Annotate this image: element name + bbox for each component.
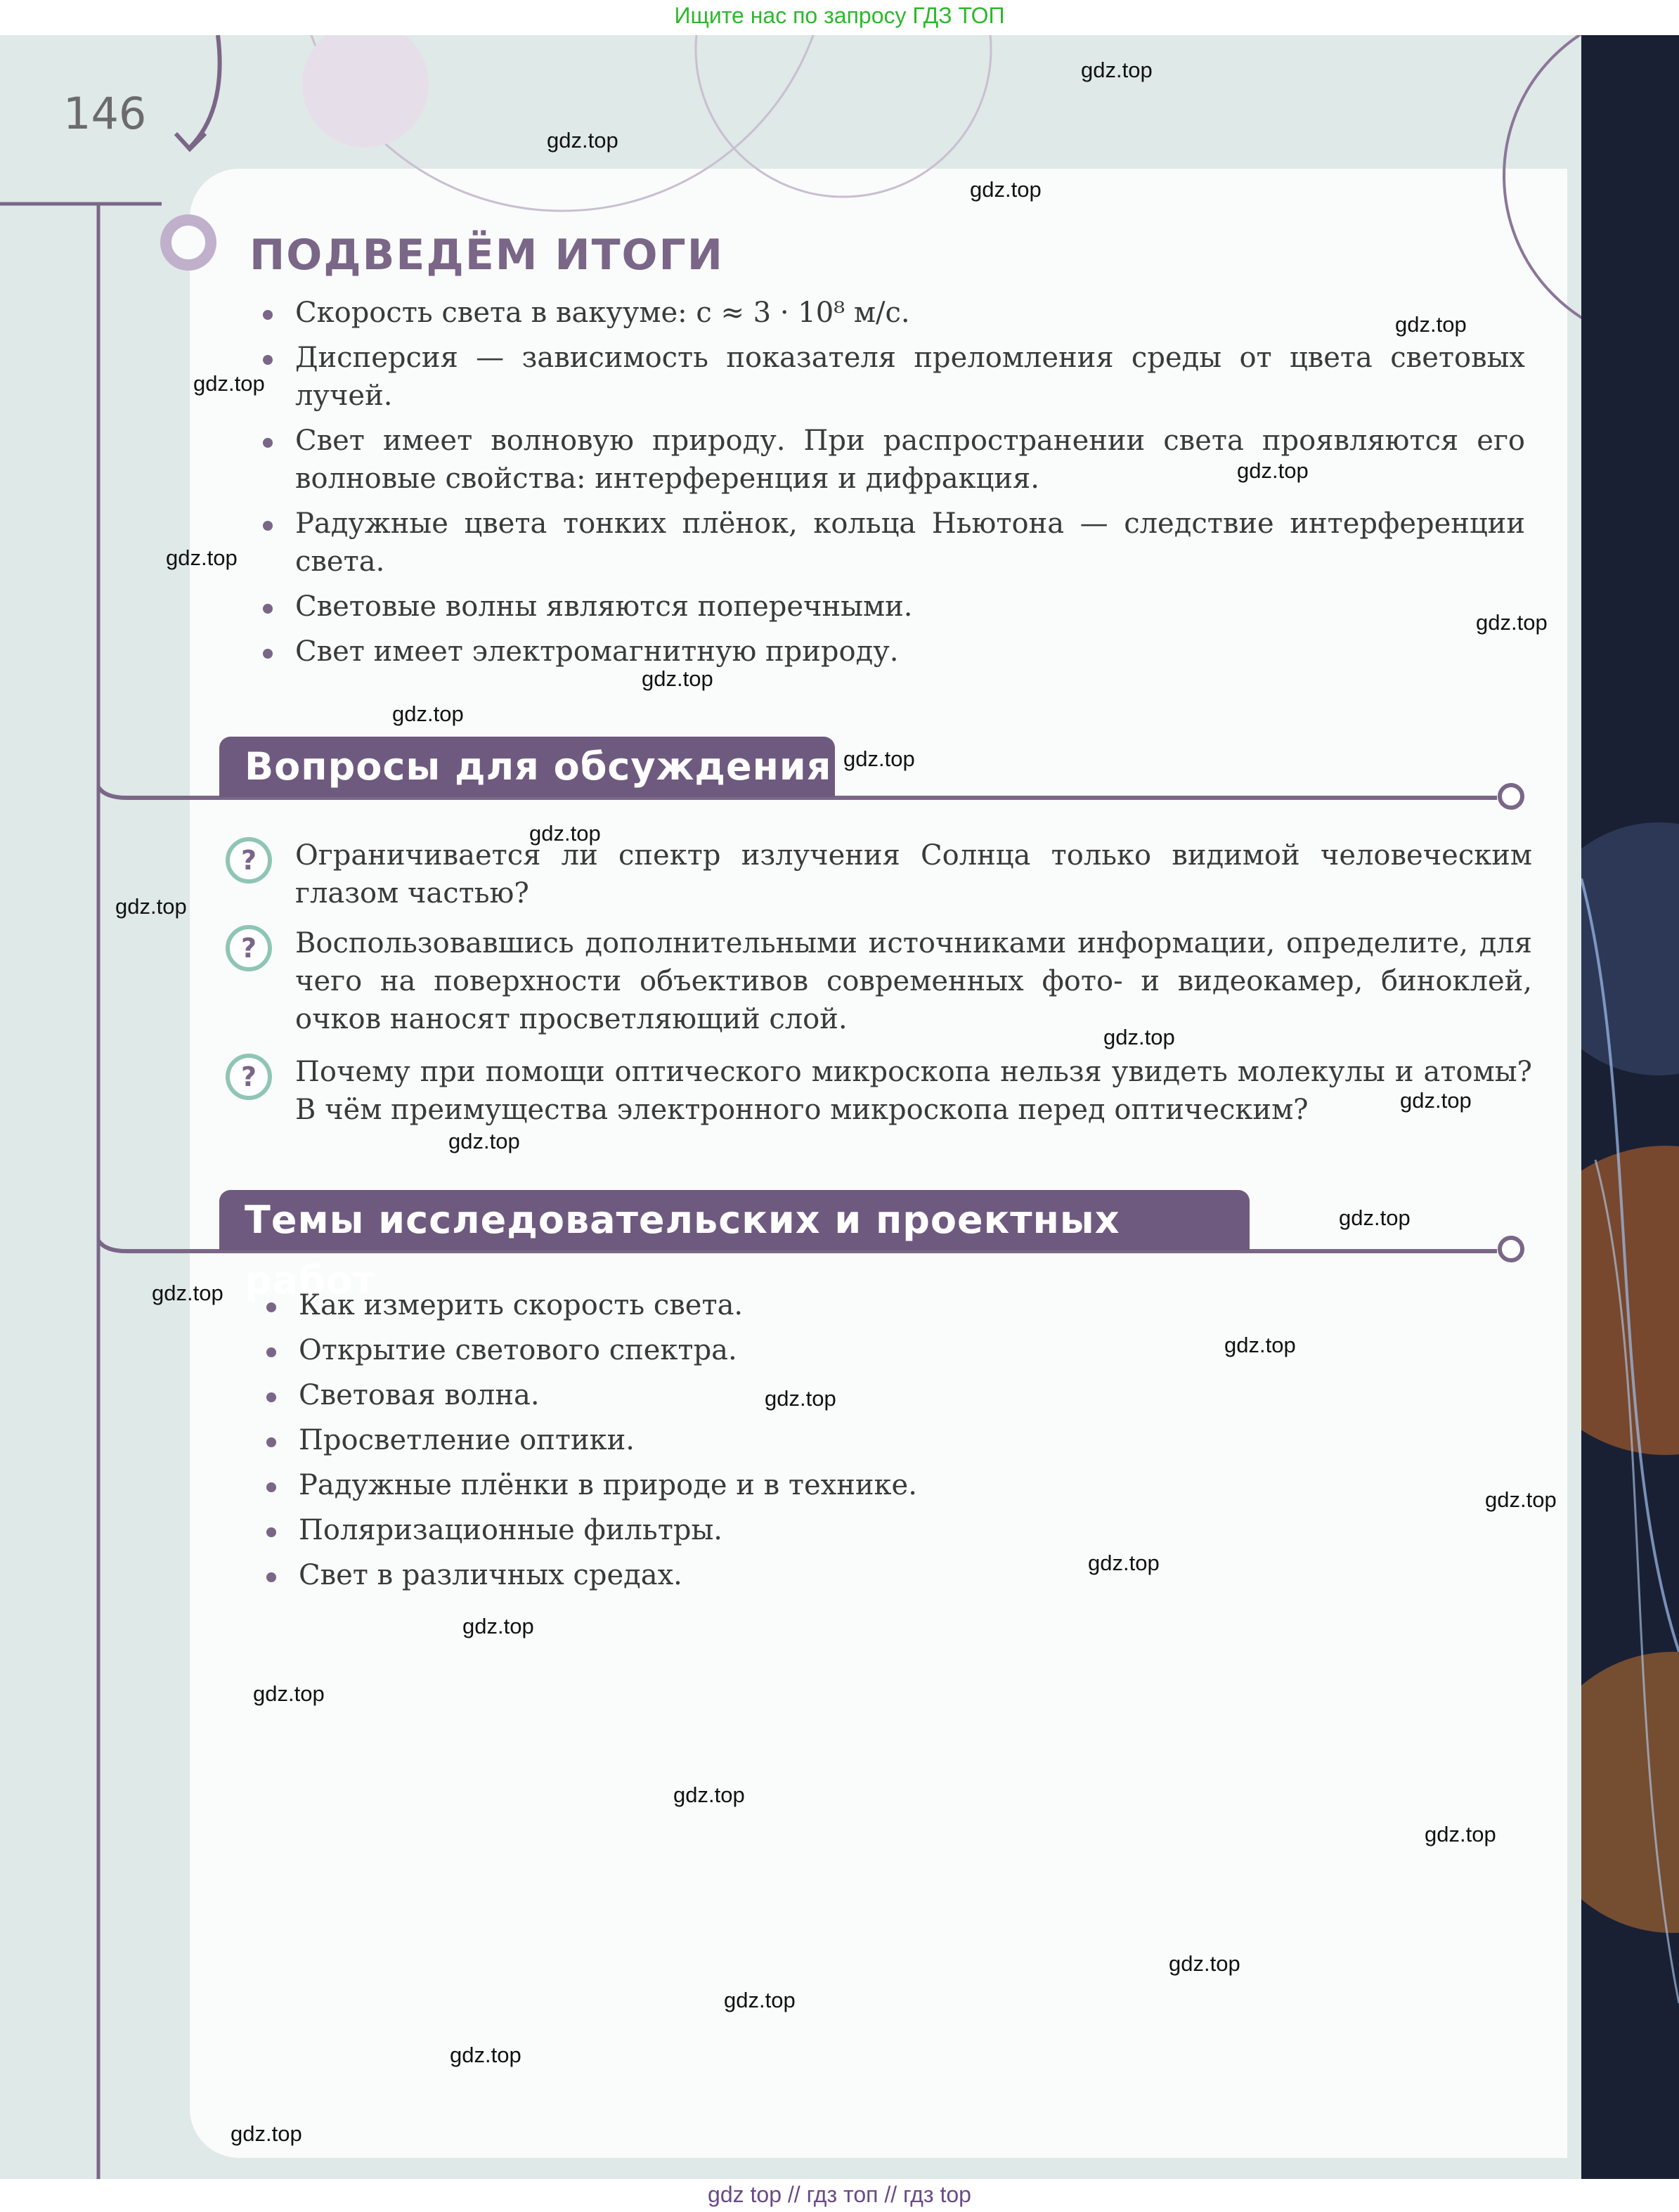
watermark: gdz.top (843, 746, 915, 771)
watermark: gdz.top (529, 821, 601, 846)
cover-photo-edge (1581, 35, 1679, 2179)
bottom-banner[interactable]: gdz top // гдз топ // гдз top (708, 2182, 971, 2207)
list-item: Свет имеет электромагнитную природу. (260, 633, 1525, 671)
projects-list (264, 1286, 1388, 1601)
question-text: Ограничивается ли спектр излучения Солнца только видимой человеческим глазом частью? (295, 839, 1532, 910)
svg-text:?: ? (240, 1061, 257, 1092)
list-item: Поляризационные фильтры. (264, 1511, 1388, 1549)
question-text: Воспользовавшись дополнительными источниками информации, определите, для чего на поверхности объективов современных фото- и видеокамер, биноклей, очков наносят просветляющий слой. (295, 927, 1532, 1035)
projects-title: Темы исследовательских и проектных работ (219, 1190, 1250, 1250)
watermark: gdz.top (765, 1386, 836, 1411)
question-item (225, 836, 1532, 912)
watermark: gdz.top (1224, 1333, 1296, 1357)
watermark: gdz.top (166, 545, 238, 570)
summary-title: ПОДВЕДЁМ ИТОГИ (249, 231, 724, 280)
question-item (225, 924, 1532, 1038)
question-text: Почему при помощи оптического микроскопа нельзя увидеть молекулы и атомы? В чём преимущества электронного микроскопа перед оптическим? (295, 1056, 1532, 1126)
watermark: gdz.top (970, 177, 1042, 202)
light-burst-image (1581, 35, 1679, 2179)
watermark: gdz.top (392, 701, 464, 726)
summary-list (260, 294, 1525, 678)
watermark: gdz.top (1476, 610, 1548, 635)
question-icon (225, 1053, 273, 1101)
svg-text:?: ? (240, 845, 257, 876)
watermark: gdz.top (642, 666, 713, 691)
watermark: gdz.top (1339, 1205, 1411, 1230)
top-banner[interactable]: Ищите нас по запросу ГДЗ ТОП (674, 3, 1005, 28)
list-item: Открытие светового спектра. (264, 1331, 1388, 1369)
list-item: Радужные плёнки в природе и в технике. (264, 1466, 1388, 1504)
watermark: gdz.top (253, 1681, 325, 1706)
watermark: gdz.top (1395, 312, 1467, 337)
list-item: Как измерить скорость света. (264, 1286, 1388, 1324)
page-number: 146 (63, 88, 147, 139)
list-item: Скорость света в вакууме: c ≈ 3 · 10⁸ м/с. (260, 294, 1525, 332)
list-item: Просветление оптики. (264, 1421, 1388, 1459)
list-item: Свет в различных средах. (264, 1556, 1388, 1594)
watermark: gdz.top (1400, 1088, 1472, 1113)
list-item: Свет имеет волновую природу. При распространении света проявляются его волновые свойства: интерференция и дифракция. (260, 422, 1525, 498)
svg-text:?: ? (240, 933, 257, 964)
watermark: gdz.top (724, 1988, 796, 2012)
list-item: Радужные цвета тонких плёнок, кольца Ньютона — следствие интерференции света. (260, 505, 1525, 581)
watermark: gdz.top (1485, 1487, 1557, 1512)
watermark: gdz.top (1169, 1951, 1240, 1976)
watermark: gdz.top (1103, 1025, 1175, 1049)
watermark: gdz.top (152, 1281, 223, 1305)
watermark: gdz.top (231, 2121, 302, 2146)
question-item (225, 1053, 1532, 1129)
list-item: Световая волна. (264, 1376, 1388, 1414)
watermark: gdz.top (1425, 1822, 1496, 1846)
watermark: gdz.top (450, 2043, 521, 2067)
watermark: gdz.top (1237, 458, 1309, 483)
watermark: gdz.top (1081, 58, 1153, 82)
watermark: gdz.top (448, 1129, 520, 1153)
watermark: gdz.top (673, 1783, 745, 1807)
watermark: gdz.top (115, 894, 187, 919)
textbook-page (0, 35, 1581, 2179)
question-icon (225, 836, 273, 884)
question-icon (225, 924, 273, 972)
watermark: gdz.top (462, 1614, 534, 1638)
list-item: Световые волны являются поперечными. (260, 588, 1525, 626)
watermark: gdz.top (547, 128, 618, 153)
watermark: gdz.top (193, 371, 265, 396)
list-item: Дисперсия — зависимость показателя преломления среды от цвета световых лучей. (260, 339, 1525, 415)
watermark: gdz.top (1088, 1551, 1160, 1575)
discussion-title: Вопросы для обсуждения (219, 737, 835, 797)
